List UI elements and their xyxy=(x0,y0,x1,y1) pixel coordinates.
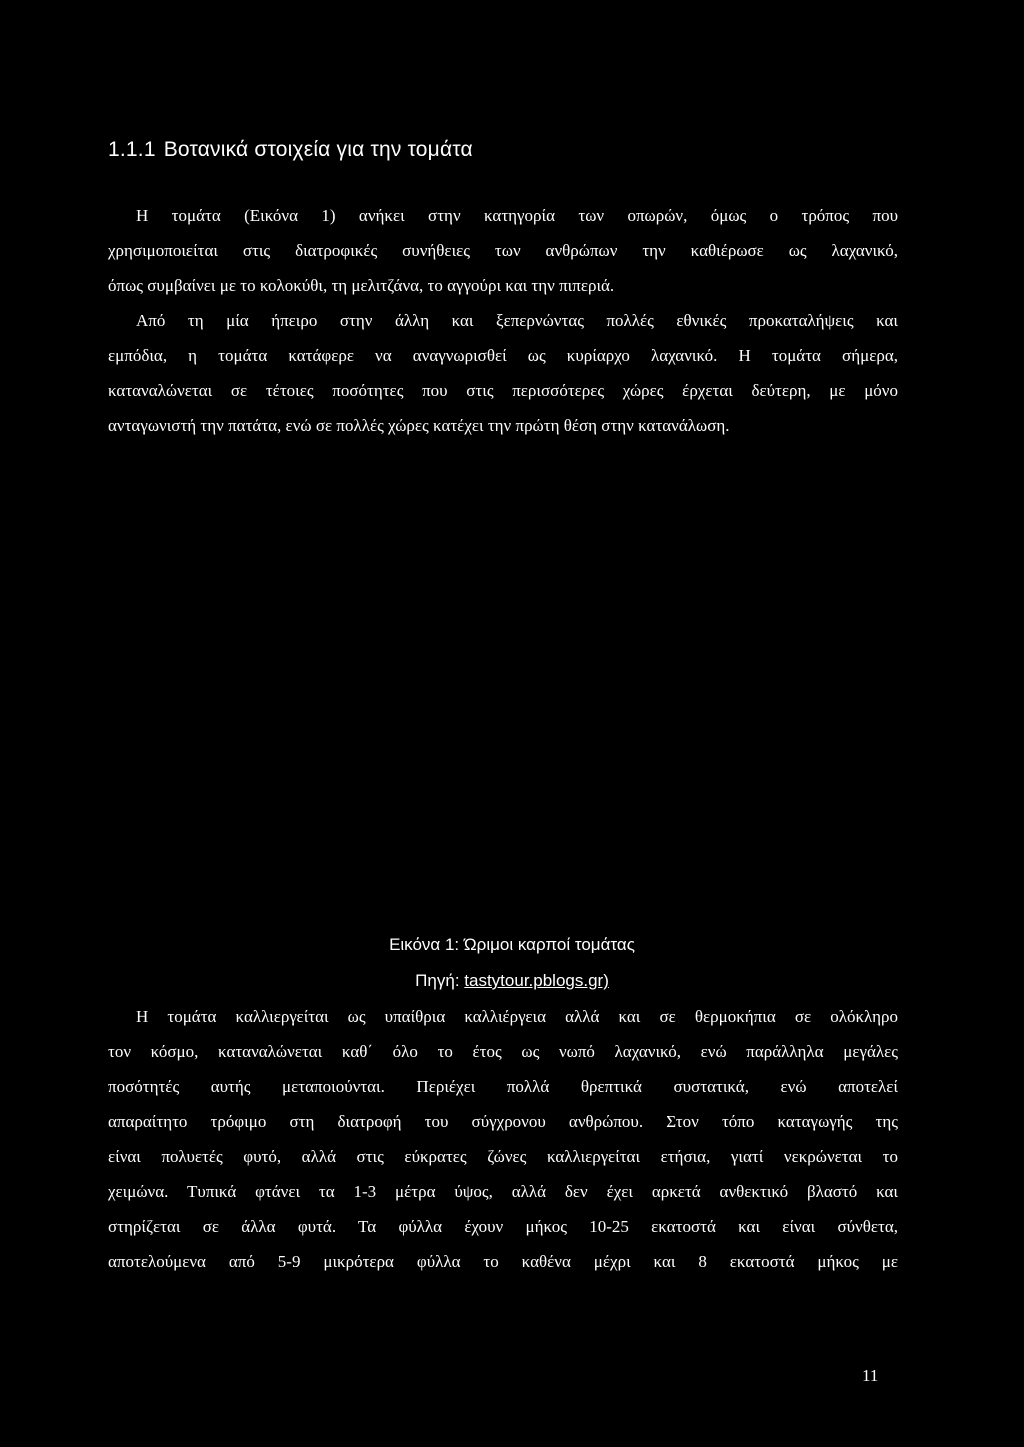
paragraph-line: απαραίτητο τρόφιμο στη διατροφή του σύγχρονου ανθρώπου. Στον τόπο καταγωγής της xyxy=(108,1112,898,1131)
paragraph-intro xyxy=(108,198,898,303)
section-title: Βοτανικά στοιχεία για την τομάτα xyxy=(163,138,473,161)
figure-source-link[interactable]: tastytour.pblogs.gr) xyxy=(464,971,609,990)
paragraph-history xyxy=(108,303,898,443)
figure-source-label: Πηγή: xyxy=(415,971,465,990)
paragraph-line: αποτελούμενα από 5-9 μικρότερα φύλλα το καθένα μέχρι και 8 εκατοστά μήκος με xyxy=(108,1252,898,1271)
paragraph-line: τον κόσμο, καταναλώνεται καθ΄ όλο το έτος ως νωπό λαχανικό, ενώ παράλληλα μεγάλες xyxy=(108,1042,898,1061)
figure-caption: Εικόνα 1: Ώριμοι καρποί τομάτας xyxy=(389,935,635,954)
paragraph-line: όπως συμβαίνει με το κολοκύθι, τη μελιτζάνα, το αγγούρι και την πιπεριά. xyxy=(108,276,615,295)
paragraph-line: εμπόδια, η τομάτα κατάφερε να αναγνωρισθεί ως κυρίαρχο λαχανικό. Η τομάτα σήμερα, xyxy=(108,346,898,365)
paragraph-line: χειμώνα. Τυπικά φτάνει τα 1-3 μέτρα ύψος, αλλά δεν έχει αρκετά ανθεκτικό βλαστό και xyxy=(108,1182,898,1201)
paragraph-cultivation xyxy=(108,999,898,1279)
paragraph-line: είναι πολυετές φυτό, αλλά στις εύκρατες ζώνες καλλιεργείται ετήσια, γιατί νεκρώνεται το xyxy=(108,1147,898,1166)
paragraph-line: Από τη μία ήπειρο στην άλλη και ξεπερνώντας πολλές εθνικές προκαταλήψεις και xyxy=(136,311,898,330)
section-number: 1.1.1 xyxy=(108,138,156,161)
section-heading xyxy=(108,138,473,162)
paragraph-line: Η τομάτα καλλιεργείται ως υπαίθρια καλλιέργεια αλλά και σε θερμοκήπια σε ολόκληρο xyxy=(136,1007,898,1026)
page-number: 11 xyxy=(862,1366,879,1385)
paragraph-line: ανταγωνιστή την πατάτα, ενώ σε πολλές χώρες κατέχει την πρώτη θέση στην κατανάλωση. xyxy=(108,416,730,435)
paragraph-line: Η τομάτα (Εικόνα 1) ανήκει στην κατηγορία των οπωρών, όμως ο τρόπος που xyxy=(136,206,898,225)
figure-source xyxy=(0,971,1024,991)
paragraph-line: στηρίζεται σε άλλα φυτά. Τα φύλλα έχουν μήκος 10-25 εκατοστά και είναι σύνθετα, xyxy=(108,1217,898,1236)
paragraph-line: χρησιμοποιείται στις διατροφικές συνήθειες των ανθρώπων την καθιέρωσε ως λαχανικό, xyxy=(108,241,898,260)
paragraph-line: ποσότητές αυτής μεταποιούνται. Περιέχει πολλά θρεπτικά συστατικά, ενώ αποτελεί xyxy=(108,1077,898,1096)
figure-image-placeholder xyxy=(108,470,898,920)
paragraph-line: καταναλώνεται σε τέτοιες ποσότητες που στις περισσότερες χώρες έρχεται δεύτερη, με μόνο xyxy=(108,381,898,400)
